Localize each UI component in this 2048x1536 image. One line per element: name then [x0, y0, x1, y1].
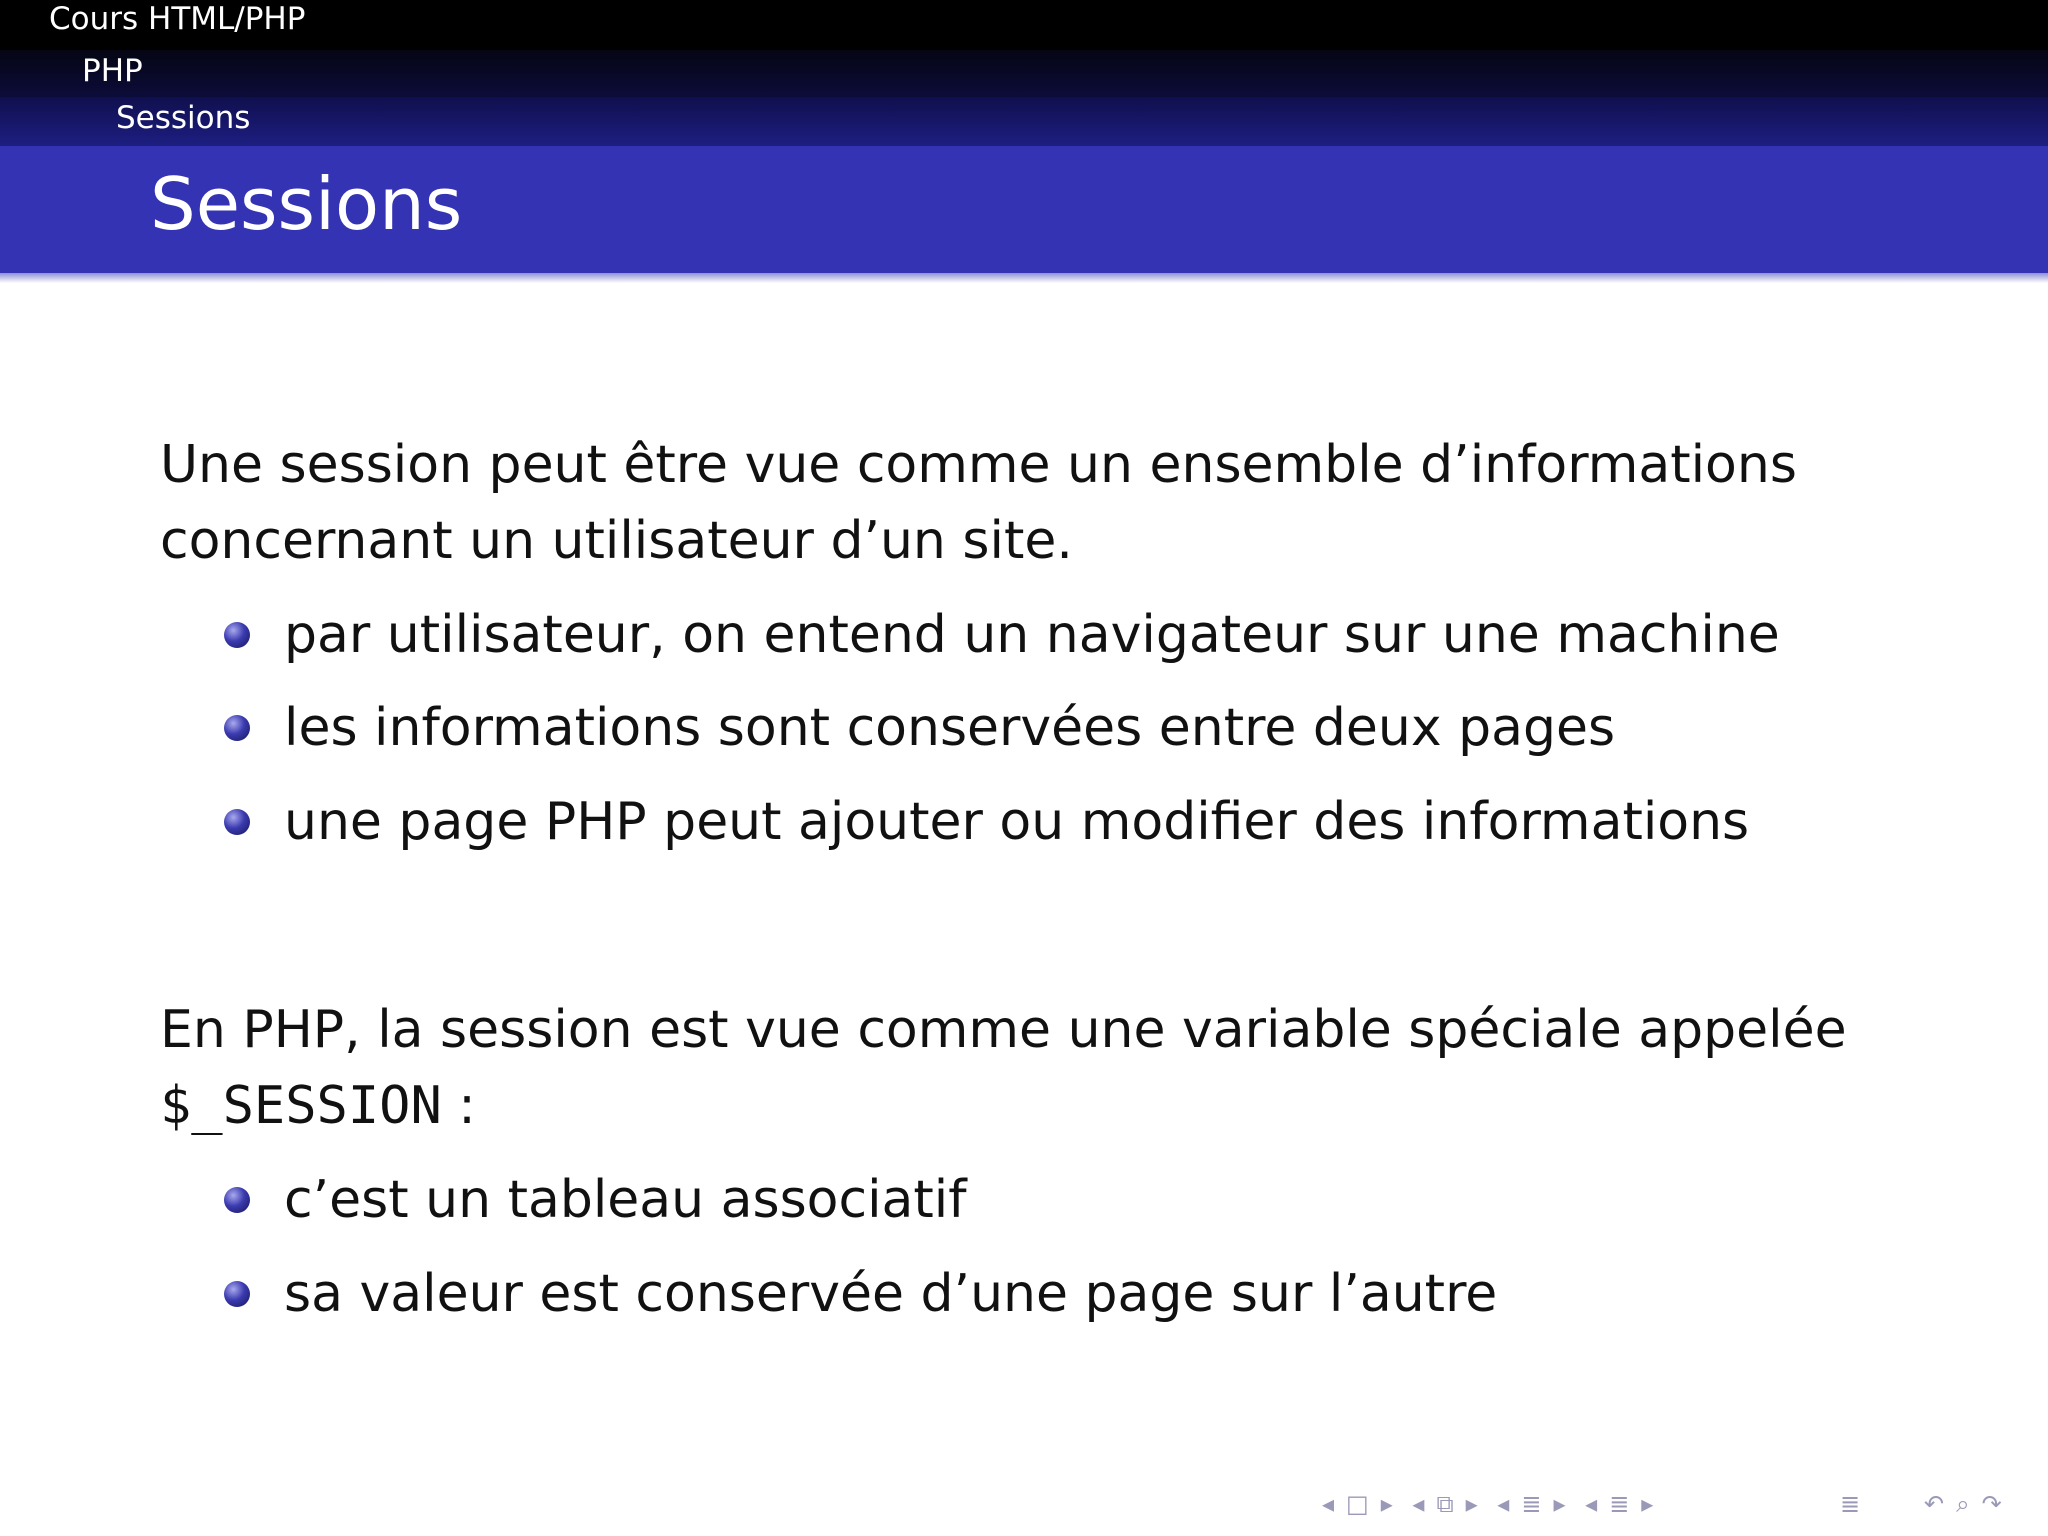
bullet-icon — [224, 1187, 250, 1213]
prev-frame-icon[interactable]: ◂ — [1412, 1490, 1425, 1518]
next-slide-icon[interactable]: ▸ — [1380, 1490, 1393, 1518]
list-item-text: les informations sont conservées entre deux pages — [284, 698, 1616, 758]
next-section-icon[interactable]: ▸ — [1641, 1490, 1654, 1518]
frame-title-bar — [0, 146, 2048, 273]
frame-icon[interactable]: ⧉ — [1436, 1490, 1454, 1518]
bullet-icon — [224, 809, 250, 835]
list-item — [224, 784, 2024, 860]
colon: : — [441, 1076, 476, 1136]
search-navigation — [1918, 1488, 2008, 1520]
bullet-icon — [224, 622, 250, 648]
list-item-text: sa valeur est conservée d’une page sur l’autre — [284, 1264, 1498, 1324]
intro-paragraph-line1: Une session peut être vue comme un ensemble d’informations — [160, 435, 1797, 495]
slide-icon[interactable]: □ — [1346, 1490, 1369, 1518]
header-course-row — [0, 0, 2048, 50]
frame-title: Sessions — [150, 162, 463, 246]
header-subsection[interactable]: Sessions — [116, 100, 251, 136]
session-code: $_SESSION — [160, 1076, 442, 1136]
intro-paragraph-line2: concernant un utilisateur d’un site. — [160, 511, 1073, 571]
list-item — [224, 690, 2024, 766]
prev-subsection-icon[interactable]: ◂ — [1497, 1490, 1510, 1518]
php-paragraph-line2 — [160, 1068, 476, 1144]
header-subsection-row — [0, 97, 2048, 146]
list-item — [224, 1256, 2024, 1332]
section-icon[interactable]: ≣ — [1609, 1490, 1630, 1518]
bullet-icon — [224, 1281, 250, 1307]
php-paragraph-line1: En PHP, la session est vue comme une variable spéciale appelée — [160, 1000, 1847, 1060]
forward-icon[interactable]: ↷ — [1981, 1490, 2002, 1518]
slide-navigation — [1316, 1488, 1659, 1520]
list-item — [224, 597, 2024, 673]
appendix-icon[interactable]: ≣ — [1840, 1490, 1861, 1518]
header-section[interactable]: PHP — [82, 53, 143, 89]
header-course[interactable]: Cours HTML/PHP — [49, 1, 306, 37]
appendix-navigation — [1834, 1488, 1866, 1520]
bullet-icon — [224, 715, 250, 741]
prev-section-icon[interactable]: ◂ — [1585, 1490, 1598, 1518]
back-icon[interactable]: ↶ — [1924, 1490, 1945, 1518]
prev-slide-icon[interactable]: ◂ — [1322, 1490, 1335, 1518]
header-section-row — [0, 50, 2048, 97]
list-item — [224, 1162, 2024, 1238]
subsection-icon[interactable]: ≣ — [1521, 1490, 1542, 1518]
list-item-text: c’est un tableau associatif — [284, 1170, 967, 1230]
list-item-text: une page PHP peut ajouter ou modifier des informations — [284, 792, 1750, 852]
search-icon[interactable]: ⌕ — [1956, 1490, 1970, 1518]
next-frame-icon[interactable]: ▸ — [1465, 1490, 1478, 1518]
list-item-text: par utilisateur, on entend un navigateur sur une machine — [284, 605, 1780, 665]
next-subsection-icon[interactable]: ▸ — [1553, 1490, 1566, 1518]
